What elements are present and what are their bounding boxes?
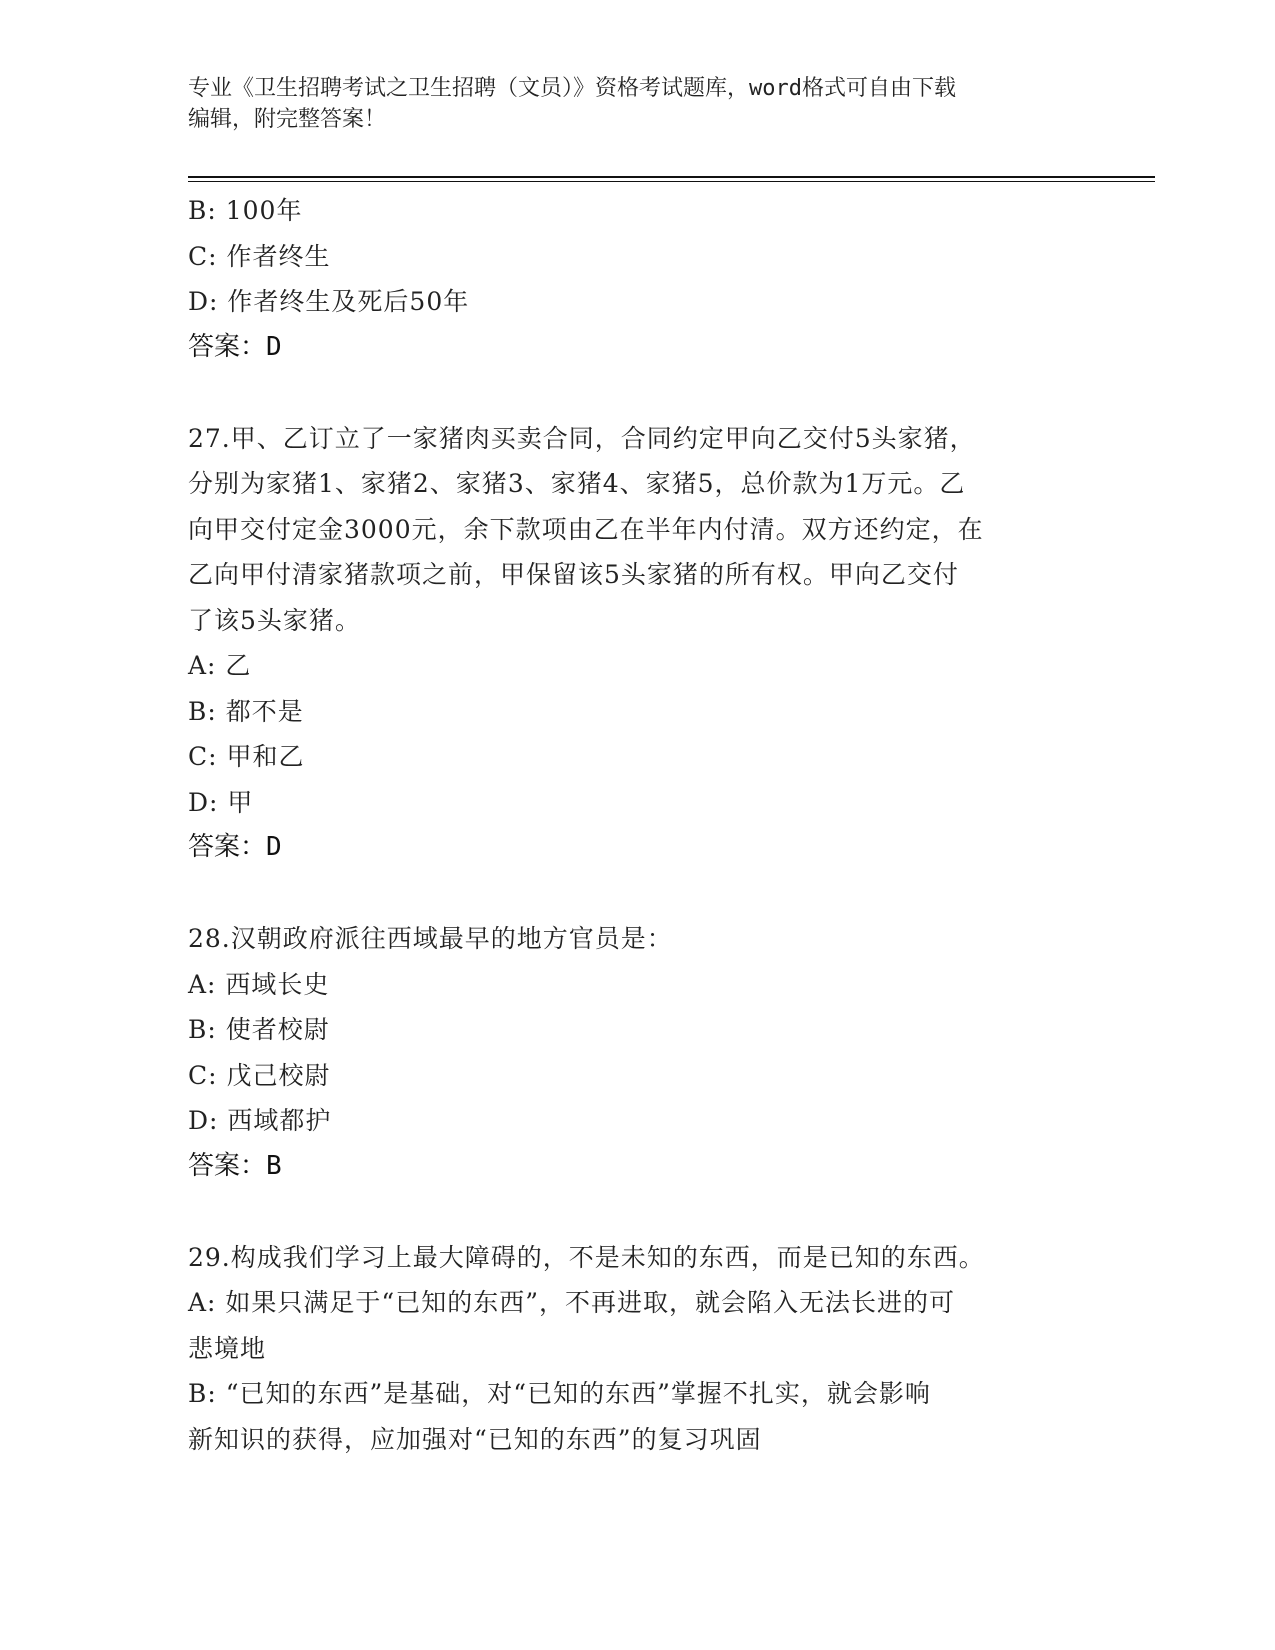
question-text-line: 29.构成我们学习上最大障碍的，不是未知的东西，而是已知的东西。 [188,1242,985,1272]
option-a: A: 西域长史 [188,969,330,999]
spacer [188,871,1088,917]
option-d: D: 西域都护 [188,1106,332,1135]
option-b: B: “已知的东西”是基础，对“已知的东西”掌握不扎实，就会影响 [188,1379,931,1408]
header-rule-thick [188,176,1155,178]
question-text-line: 28.汉朝政府派往西域最早的地方官员是： [188,924,673,953]
question-text-line: 向甲交付定金3000元，余下款项由乙在半年内付清。双方还约定，在 [188,514,984,544]
header-rule-thin [188,181,1155,182]
option-c: C: 戊己校尉 [188,1060,331,1090]
question-text-line: 乙向甲付清家猪款项之前，甲保留该5头家猪的所有权。甲向乙交付 [188,560,959,589]
answer-line: 答案：B [188,1150,282,1181]
option-a-continued: 悲境地 [188,1333,267,1363]
spacer [188,1189,1088,1235]
question-28 [188,916,1088,1189]
option-b: B: 100年 [188,196,303,225]
question-text-line: 了该5头家猪。 [188,605,361,635]
question-body [188,188,1088,1462]
document-header [188,73,1078,135]
option-b: B: 使者校尉 [188,1015,330,1044]
option-b-continued: 新知识的获得，应加强对“已知的东西”的复习巩固 [188,1424,762,1454]
option-c: C: 作者终生 [188,241,331,271]
question-29 [188,1235,1088,1463]
question-26-tail [188,188,1088,370]
option-a: A: 如果只满足于“已知的东西”，不再进取，就会陷入无法长进的可 [188,1288,955,1317]
option-b: B: 都不是 [188,696,304,726]
option-d: D: 甲 [188,787,254,817]
question-text-line: 分别为家猪1、家猪2、家猪3、家猪4、家猪5，总价款为1万元。乙 [188,469,966,498]
answer-line: 答案：D [188,832,282,862]
option-d: D: 作者终生及死后50年 [188,287,470,316]
option-a: A: 乙 [188,651,252,680]
answer-line: 答案：D [188,331,282,362]
spacer [188,370,1088,416]
option-c: C: 甲和乙 [188,742,305,771]
question-27 [188,416,1088,871]
header-line-2: 编辑，附完整答案！ [188,107,387,132]
question-text-line: 27.甲、乙订立了一家猪肉买卖合同，合同约定甲向乙交付5头家猪， [188,423,976,453]
header-line-1: 专业《卫生招聘考试之卫生招聘（文员）》资格考试题库，word格式可自由下载 [188,76,956,101]
